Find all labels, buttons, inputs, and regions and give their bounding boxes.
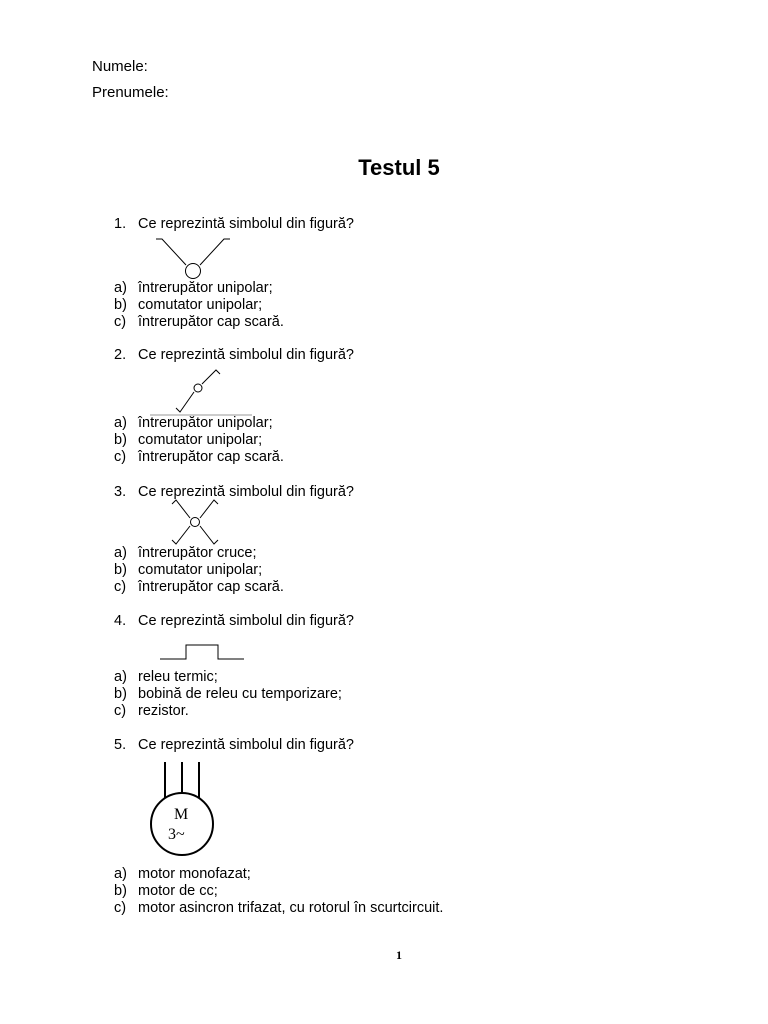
option-a[interactable] (114, 280, 284, 297)
question-number: 2. (114, 347, 127, 363)
question-3-options (114, 545, 284, 596)
option-text: întrerupător cap scară. (138, 314, 284, 330)
option-letter: c) (114, 579, 127, 595)
cross-switch-symbol-icon (170, 500, 220, 544)
option-letter: a) (114, 415, 127, 431)
option-letter: c) (114, 703, 127, 719)
question-1 (114, 215, 714, 233)
option-text: întrerupător unipolar; (138, 280, 273, 296)
option-a[interactable] (114, 866, 443, 883)
question-2 (114, 346, 714, 364)
question-text: Ce reprezintă simbolul din figură? (138, 347, 354, 363)
name-field-label: Numele: (92, 58, 148, 75)
option-letter: a) (114, 280, 127, 296)
question-2-options (114, 415, 284, 466)
test-title: Testul 5 (358, 155, 440, 180)
option-text: releu termic; (138, 669, 218, 685)
motor-label-m: M (174, 806, 189, 823)
question-number: 5. (114, 737, 127, 753)
option-text: întrerupător cruce; (138, 545, 257, 561)
option-b[interactable] (114, 686, 342, 703)
question-text: Ce reprezintă simbolul din figură? (138, 216, 354, 232)
option-text: motor asincron trifazat, cu rotorul în scurtcircuit. (138, 900, 444, 916)
option-letter: c) (114, 449, 127, 465)
question-3 (114, 483, 714, 501)
option-text: comutator unipolar; (138, 432, 263, 448)
question-number: 1. (114, 216, 127, 232)
page-number: 1 (396, 948, 402, 962)
option-text: întrerupător cap scară. (138, 449, 284, 465)
surname-field-label: Prenumele: (92, 84, 169, 101)
option-b[interactable] (114, 562, 284, 579)
option-text: motor de cc; (138, 883, 218, 899)
option-b[interactable] (114, 297, 284, 314)
option-letter: c) (114, 900, 127, 916)
question-4-options (114, 669, 342, 720)
option-text: comutator unipolar; (138, 562, 263, 578)
two-way-switch-symbol-icon (150, 366, 254, 418)
option-c[interactable] (114, 449, 284, 466)
option-letter: c) (114, 314, 127, 330)
option-letter: a) (114, 866, 127, 882)
option-letter: b) (114, 297, 127, 313)
option-c[interactable] (114, 703, 342, 720)
option-c[interactable] (114, 579, 284, 596)
question-4 (114, 612, 714, 630)
option-letter: b) (114, 562, 127, 578)
option-a[interactable] (114, 545, 284, 562)
question-number: 4. (114, 613, 127, 629)
option-letter: b) (114, 686, 127, 702)
switch-symbol-icon (156, 235, 236, 281)
question-number: 3. (114, 484, 127, 500)
option-a[interactable] (114, 669, 342, 686)
question-5-options (114, 866, 443, 917)
question-text: Ce reprezintă simbolul din figură? (138, 484, 354, 500)
question-text: Ce reprezintă simbolul din figură? (138, 737, 354, 753)
option-b[interactable] (114, 883, 443, 900)
option-letter: b) (114, 432, 127, 448)
question-text: Ce reprezintă simbolul din figură? (138, 613, 354, 629)
option-letter: a) (114, 545, 127, 561)
option-text: întrerupător unipolar; (138, 415, 273, 431)
option-text: comutator unipolar; (138, 297, 263, 313)
relay-coil-symbol-icon (160, 642, 244, 662)
question-5 (114, 736, 714, 754)
option-c[interactable] (114, 900, 443, 917)
option-text: întrerupător cap scară. (138, 579, 284, 595)
option-text: bobină de releu cu temporizare; (138, 686, 342, 702)
option-letter: a) (114, 669, 127, 685)
option-a[interactable] (114, 415, 284, 432)
option-b[interactable] (114, 432, 284, 449)
option-text: motor monofazat; (138, 866, 251, 882)
option-c[interactable] (114, 314, 284, 331)
option-text: rezistor. (138, 703, 189, 719)
option-letter: b) (114, 883, 127, 899)
question-1-options (114, 280, 284, 331)
motor-label-3-phase: 3~ (168, 826, 185, 843)
